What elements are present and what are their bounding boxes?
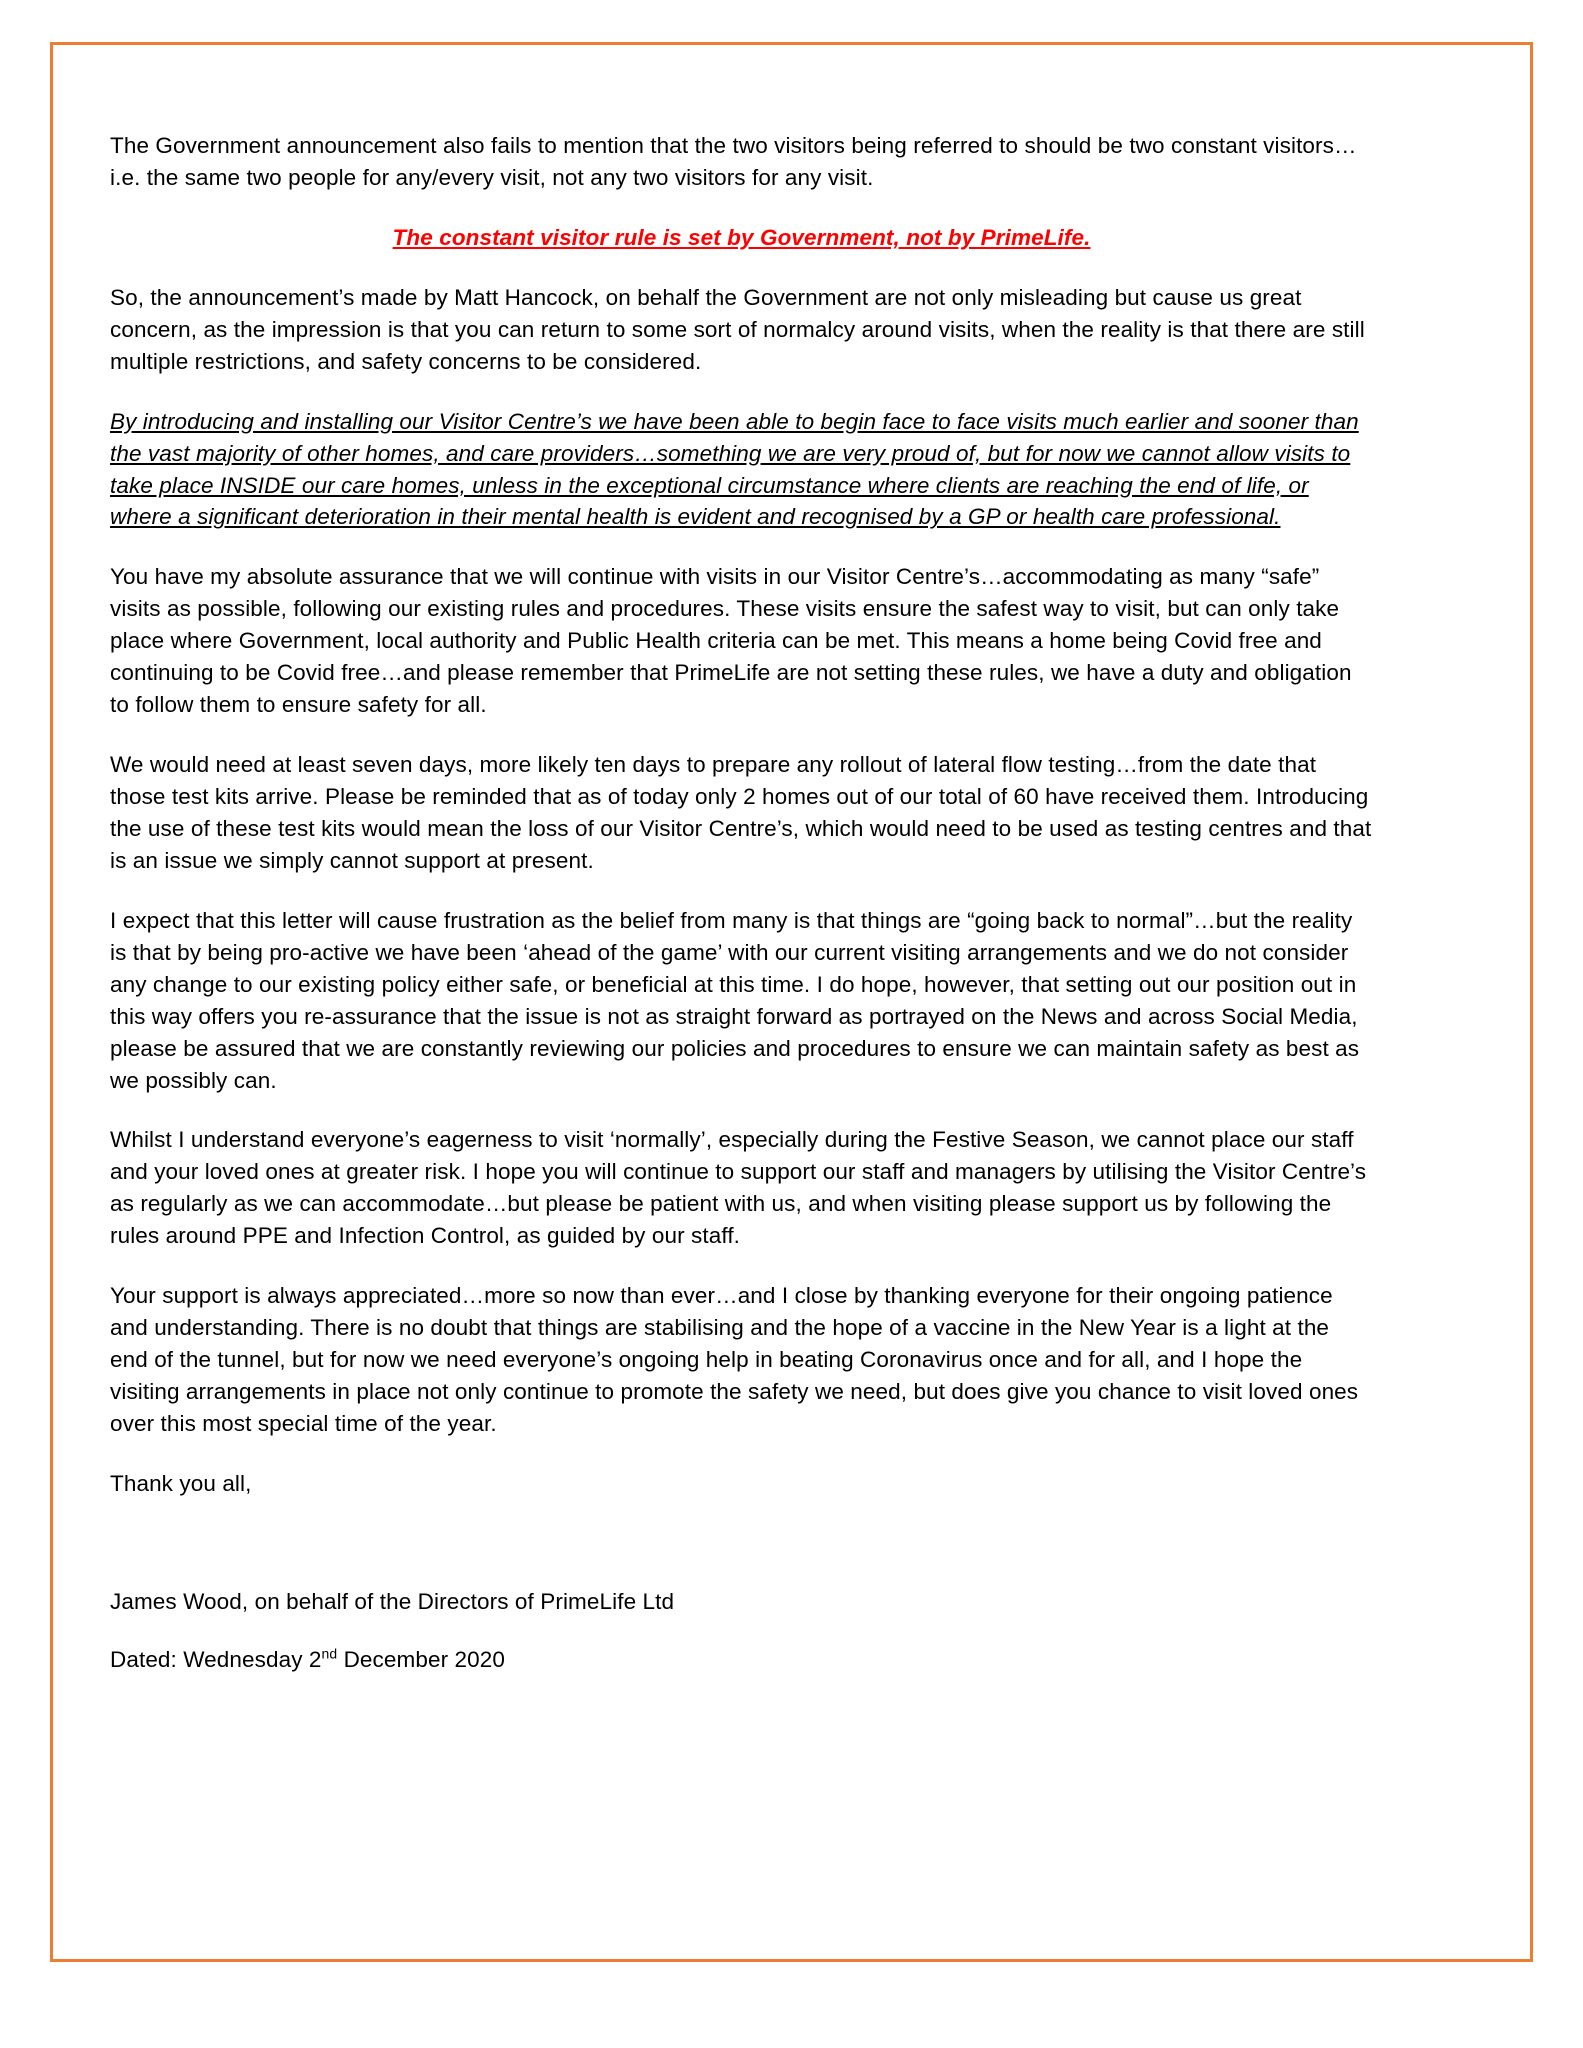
date-prefix: Dated: Wednesday 2	[110, 1646, 322, 1672]
letter-date	[110, 1644, 1373, 1676]
paragraph-5: You have my absolute assurance that we will continue with visits in our Visitor Centre’s…accommodating as many “safe” visits as possible, following our existing rules and procedures. These visits ensure the safest way to visit, but can only take place where Government, local authority and Public Health criteria can be met. This means a home being Covid free and continuing to be Covid free…and please remember that PrimeLife are not setting these rules, we have a duty and obligation to follow them to ensure safety for all.	[110, 564, 1352, 718]
paragraph-8: Whilst I understand everyone’s eagerness to visit ‘normally’, especially during the Festive Season, we cannot place our staff and your loved ones at greater risk. I hope you will continue to support our staff and managers by utilising the Visitor Centre’s as regularly as we can accommodate…but please be patient with us, and when visiting please support us by following the rules around PPE and Infection Control, as guided by our staff.	[110, 1127, 1367, 1249]
closing-line: Thank you all,	[110, 1470, 252, 1496]
paragraph-7: I expect that this letter will cause frustration as the belief from many is that things are “going back to normal”…but the reality is that by being pro-active we have been ‘ahead of the game’ with our current visiting arrangements and we do not consider any change to our existing policy either safe, or beneficial at this time. I do hope, however, that setting out our position out in this way offers you re-assurance that the issue is not as straight forward as portrayed on the News and across Social Media, please be assured that we are constantly reviewing our policies and procedures to ensure we can maintain safety as best as we possibly can.	[110, 907, 1360, 1093]
constant-visitor-rule-highlight: The constant visitor rule is set by Government, not by PrimeLife.	[392, 224, 1091, 250]
letter-body	[110, 130, 1373, 1702]
date-ordinal: nd	[321, 1645, 338, 1662]
paragraph-9: Your support is always appreciated…more so now than ever…and I close by thanking everyone for their ongoing patience and understanding. There is no doubt that things are stabilising and the hope of a vaccine in the New Year is a light at the end of the tunnel, but for now we need everyone’s ongoing help in beating Coronavirus once and for all, and I hope the visiting arrangements in place not only continue to promote the safety we need, but does give you chance to visit loved ones over this most special time of the year.	[110, 1283, 1359, 1436]
paragraph-3: So, the announcement’s made by Matt Hancock, on behalf the Government are not only misleading but cause us great concern, as the impression is that you can return to some sort of normalcy around visits, when the reality is that there are still multiple restrictions, and safety concerns to be considered.	[110, 284, 1365, 374]
paragraph-6: We would need at least seven days, more likely ten days to prepare any rollout of lateral flow testing…from the date that those test kits arrive. Please be reminded that as of today only 2 homes out of our total of 60 have received them. Introducing the use of these test kits would mean the loss of our Visitor Centre’s, which would need to be used as testing centres and that is an issue we simply cannot support at present.	[110, 752, 1372, 873]
paragraph-1: The Government announcement also fails to mention that the two visitors being referred to should be two constant visitors…i.e. the same two people for any/every visit, not any two visitors for any visit.	[110, 133, 1357, 190]
date-suffix: December 2020	[337, 1646, 505, 1672]
signatory-name: James Wood, on behalf of the Directors of PrimeLife Ltd	[110, 1588, 675, 1614]
signature-block	[110, 1586, 1373, 1676]
paragraph-4-emphasised: By introducing and installing our Visitor Centre’s we have been able to begin face to face visits much earlier and sooner than the vast majority of other homes, and care providers…something we are very proud of, but for now we cannot allow visits to take place INSIDE our care homes, unless in the exceptional circumstance where clients are reaching the end of life, or where a significant deterioration in their mental health is evident and recognised by a GP or health care professional.	[110, 408, 1359, 530]
